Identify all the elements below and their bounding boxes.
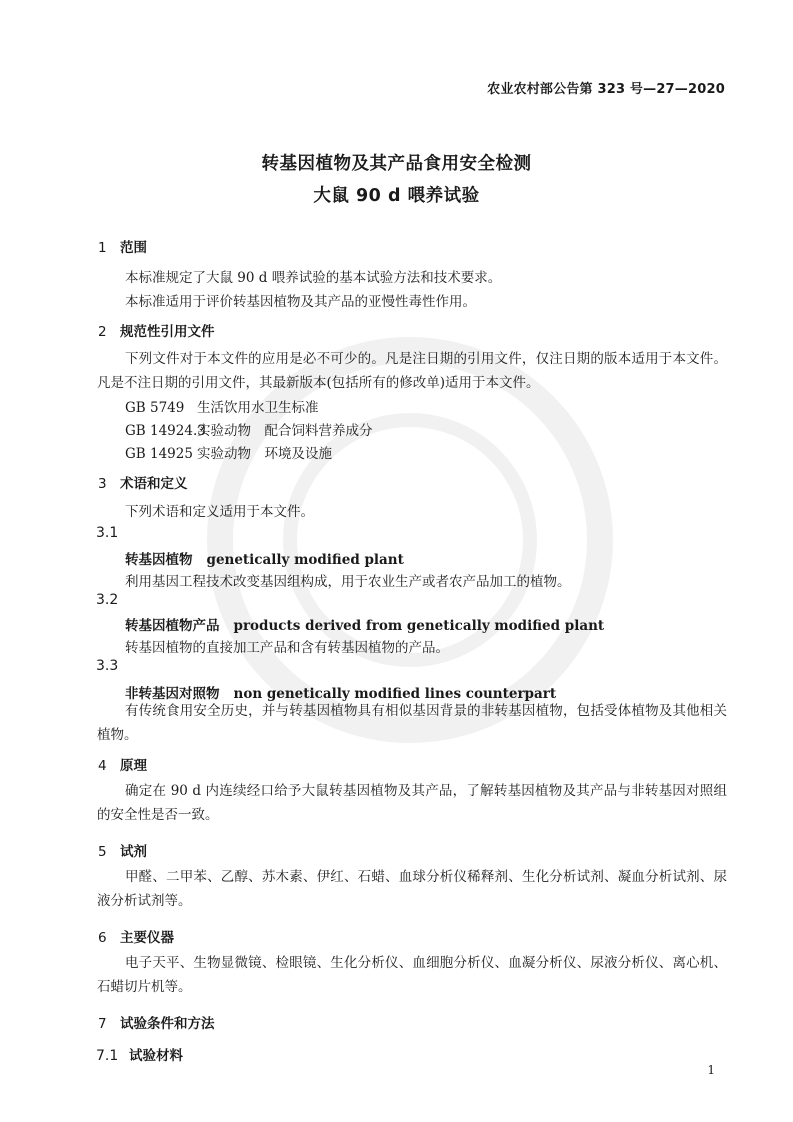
- term-number: 3.3: [96, 658, 119, 674]
- section-number: 1: [98, 240, 107, 256]
- section-title: 术语和定义: [120, 476, 188, 492]
- term-english: products derived from genetically modified plant: [233, 618, 605, 634]
- section-title: 主要仪器: [120, 930, 174, 946]
- reference-code: GB 14924.3: [125, 423, 206, 439]
- section-6-para-1: 电子天平、生物显微镜、检眼镜、生化分析仪、血细胞分析仪、血凝分析仪、尿液分析仪、离心机、石蜡切片机等。: [97, 955, 727, 995]
- section-title: 范围: [120, 240, 147, 256]
- term-definition: 转基因植物的直接加工产品和含有转基因植物的产品。: [125, 640, 449, 656]
- reference-item: [125, 419, 373, 439]
- reference-item: [125, 442, 332, 462]
- section-title: 原理: [120, 758, 147, 774]
- section-2-heading: [98, 320, 215, 340]
- subsection-number: 7.1: [96, 1048, 119, 1064]
- document-title-line1: 转基因植物及其产品食用安全检测: [261, 154, 532, 174]
- term-heading: [125, 682, 556, 702]
- section-title: 试验条件和方法: [120, 1016, 215, 1032]
- standard-code: 农业农村部公告第 323 号—27—2020: [487, 82, 725, 97]
- section-5-heading: [98, 840, 147, 860]
- reference-code: GB 5749: [125, 400, 185, 416]
- section-2-para-1: 下列文件对于本文件的应用是必不可少的。凡是注日期的引用文件，仅注日期的版本适用于本文件。凡是不注日期的引用文件，其最新版本(包括所有的修改单)适用于本文件。: [97, 351, 727, 391]
- term-heading: [125, 614, 604, 634]
- section-3-para-1: 下列术语和定义适用于本文件。: [125, 504, 314, 520]
- reference-item: [125, 396, 319, 416]
- reference-title: 实验动物 环境及设施: [197, 446, 332, 462]
- section-title: 规范性引用文件: [120, 324, 215, 340]
- term-number: 3.2: [96, 592, 119, 608]
- term-english: genetically modified plant: [206, 552, 404, 568]
- subsection-7-1-heading: [96, 1044, 183, 1064]
- section-6-heading: [98, 926, 174, 946]
- section-7-heading: [98, 1012, 215, 1032]
- term-chinese: 转基因植物产品: [125, 618, 220, 634]
- term-definition: 利用基因工程技术改变基因组构成，用于农业生产或者农产品加工的植物。: [125, 574, 571, 590]
- reference-title: 生活饮用水卫生标准: [197, 400, 319, 416]
- term-chinese: 转基因植物: [125, 552, 193, 568]
- section-1-para-2: 本标准适用于评价转基因植物及其产品的亚慢性毒性作用。: [125, 294, 476, 310]
- section-3-heading: [98, 472, 188, 492]
- section-1-heading: [98, 236, 147, 256]
- section-4-para-1: 确定在 90 d 内连续经口给予大鼠转基因植物及其产品，了解转基因植物及其产品与非转基因对照组的安全性是否一致。: [97, 783, 727, 823]
- reference-code: GB 14925: [125, 446, 193, 462]
- section-number: 7: [98, 1016, 107, 1032]
- section-4-heading: [98, 754, 147, 774]
- term-heading: [125, 548, 404, 568]
- term-number: 3.1: [96, 525, 119, 541]
- term-english: non genetically modified lines counterpart: [233, 686, 557, 702]
- section-number: 6: [98, 930, 107, 946]
- section-number: 4: [98, 758, 107, 774]
- section-number: 3: [98, 476, 107, 492]
- section-title: 试剂: [120, 844, 147, 860]
- reference-title: 实验动物 配合饲料营养成分: [197, 423, 373, 439]
- section-5-para-1: 甲醛、二甲苯、乙醇、苏木素、伊红、石蜡、血球分析仪稀释剂、生化分析试剂、凝血分析试剂、尿液分析试剂等。: [97, 869, 727, 909]
- document-title-line2: 大鼠 90 d 喂养试验: [313, 186, 480, 206]
- term-definition: 有传统食用安全历史，并与转基因植物具有相似基因背景的非转基因植物，包括受体植物及其他相关植物。: [97, 703, 727, 743]
- page-number: 1: [707, 1063, 715, 1077]
- subsection-title: 试验材料: [129, 1048, 183, 1064]
- section-number: 5: [98, 844, 107, 860]
- section-number: 2: [98, 324, 107, 340]
- section-1-para-1: 本标准规定了大鼠 90 d 喂养试验的基本试验方法和技术要求。: [125, 270, 502, 286]
- term-chinese: 非转基因对照物: [125, 686, 220, 702]
